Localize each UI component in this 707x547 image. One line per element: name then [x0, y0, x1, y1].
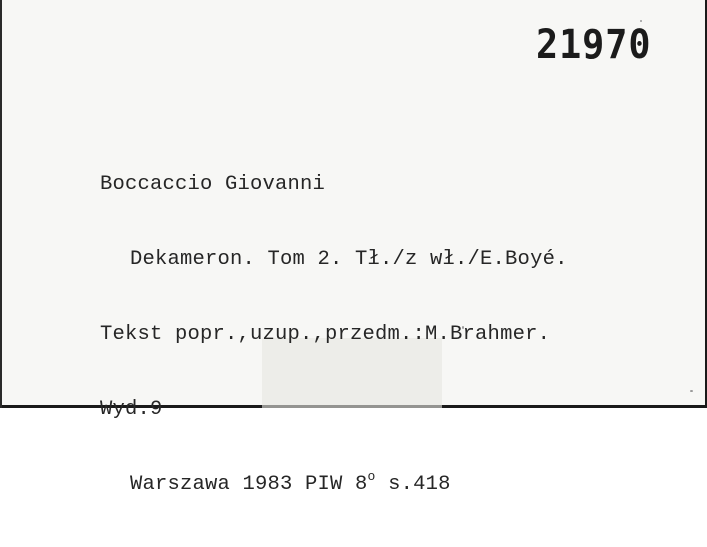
- title-line: Dekameron. Tom 2. Tł./z wł./E.Boyé.: [130, 248, 568, 271]
- edition-line: Wyd.9: [100, 398, 163, 421]
- imprint-main: Warszawa 1983 PIW 8: [130, 473, 368, 496]
- imprint-pages: s.418: [375, 473, 451, 496]
- bibliographic-entry: [100, 122, 568, 547]
- accession-number: 21970: [535, 22, 651, 68]
- format-superscript: o: [367, 469, 376, 484]
- imprint-line: [100, 469, 568, 497]
- text-note-line: Tekst popr.,uzup.,przedm.:M.Brahmer.: [100, 323, 551, 346]
- card-left-edge: [0, 0, 2, 408]
- author-line: Boccaccio Giovanni: [100, 173, 326, 196]
- paper-speck: [690, 390, 693, 392]
